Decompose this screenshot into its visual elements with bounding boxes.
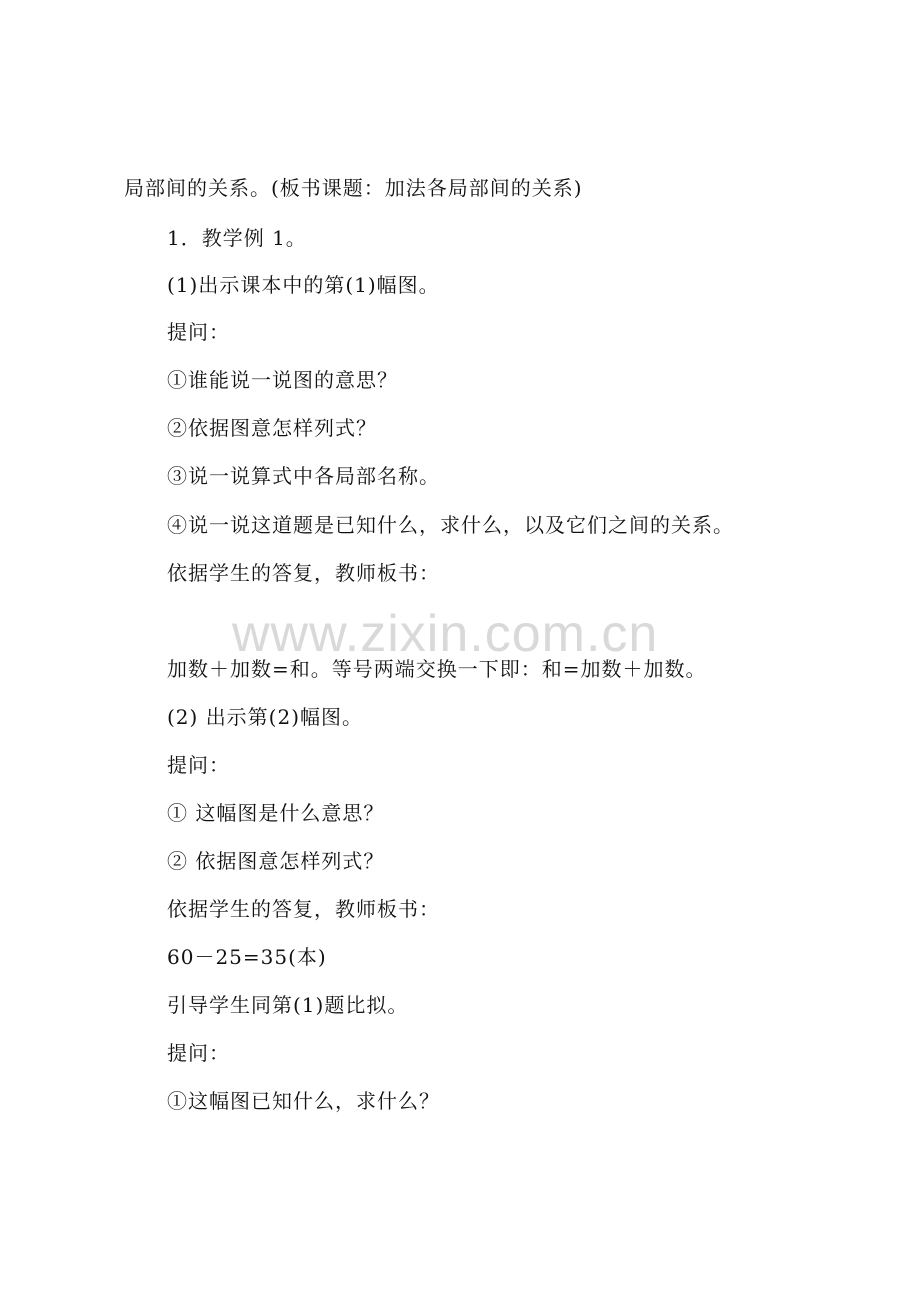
text-line: ②依据图意怎样列式？ bbox=[167, 416, 377, 440]
text-line: 依据学生的答复，教师板书： bbox=[167, 561, 440, 585]
text-line: 提问： bbox=[167, 320, 230, 344]
text-line: 60－25=35(本) bbox=[167, 945, 327, 969]
watermark: www.zixin.com.cn bbox=[232, 605, 659, 663]
text-line: 引导学生同第(1)题比拟。 bbox=[167, 993, 409, 1017]
text-line: (1)出示课本中的第(1)幅图。 bbox=[167, 273, 440, 297]
text-line: ② 依据图意怎样列式？ bbox=[167, 849, 385, 873]
text-line: 提问： bbox=[167, 1041, 230, 1065]
text-line: ① 这幅图是什么意思？ bbox=[167, 801, 385, 825]
text-line: 加数＋加数=和。等号两端交换一下即：和=加数＋加数。 bbox=[167, 657, 707, 681]
text-line: 依据学生的答复，教师板书： bbox=[167, 897, 440, 921]
text-line: ③说一说算式中各局部名称。 bbox=[167, 464, 440, 488]
text-line: 提问： bbox=[167, 753, 230, 777]
text-line: ①谁能说一说图的意思？ bbox=[167, 368, 398, 392]
text-line: (2) 出示第(2)幅图。 bbox=[167, 705, 364, 729]
text-line: 局部间的关系。(板书课题：加法各局部间的关系) bbox=[124, 176, 583, 200]
text-line: ④说一说这道题是已知什么，求什么，以及它们之间的关系。 bbox=[167, 513, 734, 537]
text-line: 1．教学例 1。 bbox=[167, 226, 307, 250]
text-line: ①这幅图已知什么，求什么？ bbox=[167, 1089, 440, 1113]
